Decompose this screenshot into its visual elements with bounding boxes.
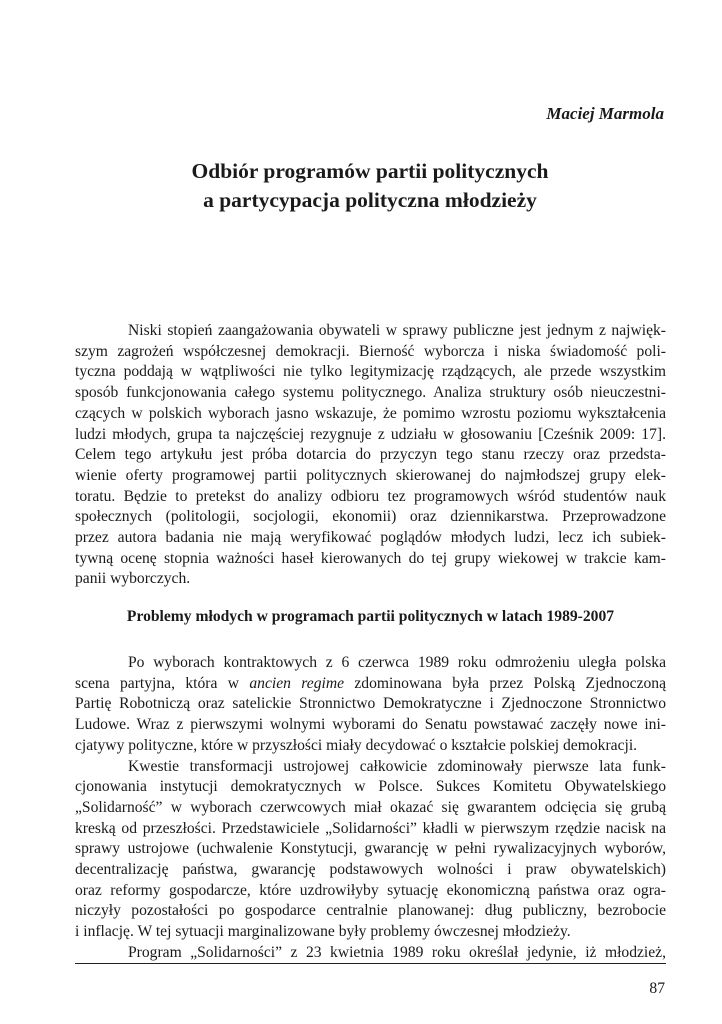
paragraph-line: Po wyborach kontraktowych z 6 czerwca 1989 roku odmrożeniu uległa polska — [128, 654, 666, 671]
section-heading: Problemy młodych w programach partii politycznych w latach 1989-2007 — [126, 608, 615, 625]
paragraph-line: „Solidarność” w wyborach czerwcowych miał okazać się gwarantem odcięcia się grubą — [75, 798, 666, 816]
paragraph-line: wienie oferty programowej partii politycznych skierowanej do najmłodszej grupy elek- — [75, 466, 666, 484]
paragraph-line: tyczna poddają w wątpliwości nie tylko legitymizację rządzących, ale przede wszystkim — [75, 363, 666, 381]
paragraph-line: społecznych (politologii, socjologii, ekonomii) oraz dziennikarstwa. Przeprowadzone — [75, 508, 666, 526]
paragraph-line: czących w polskich wyborach jasno wskazuje, że pomimo wzrostu poziomu wykształcenia — [75, 404, 666, 422]
paragraph-line: cjatywy polityczne, które w przyszłości miały decydować o kształcie polskiej demokracji. — [75, 736, 638, 754]
page-number: 87 — [649, 980, 665, 997]
article-title-line-2: a partycypacja polityczna młodzieży — [203, 188, 537, 212]
paragraph-line: Kwestie transformacji ustrojowej całkowicie zdominowały pierwsze lata funk- — [128, 757, 666, 775]
intro-paragraph — [75, 321, 666, 590]
paragraph-line: panii wyborczych. — [75, 570, 191, 588]
paragraph-line: toratu. Będzie to pretekst do analizy odbioru tez programowych wśród studentów nauk — [75, 487, 666, 505]
paragraph-line: tywną ocenę stopnia ważności haseł kierowanych do tej grupy wiekowej w trakcie kam- — [75, 549, 666, 567]
paragraph-line: oraz reformy gospodarcze, które uzdrowiłyby sytuację ekonomiczną państwa oraz ogra- — [75, 881, 666, 899]
body-paragraphs — [75, 653, 666, 964]
line-text: scena partyjna, która w — [75, 674, 250, 692]
paragraph-line — [75, 674, 666, 695]
paragraph-line: Program „Solidarności” z 23 kwietnia 1989 roku określał jedynie, iż młodzież, — [128, 943, 666, 961]
paragraph-line: i inflację. W tej sytuacji marginalizowane były problemy ówczesnej młodzieży. — [75, 923, 571, 941]
footer-rule — [75, 963, 666, 964]
paragraph-line: Niski stopień zaangażowania obywateli w sprawy publiczne jest jednym z najwięk- — [128, 322, 666, 339]
paragraph-line: niczyły pozostałości po gospodarce centralnie planowanej: dług publiczny, bezrobocie — [75, 902, 666, 920]
paragraph-line: decentralizację państwa, gwarancję podstawowych wolności i praw obywatelskich) — [75, 861, 666, 879]
paragraph-line: Celem tego artykułu jest próba dotarcia do przyczyn tego stanu rzeczy oraz przedsta- — [75, 446, 666, 464]
paragraph-line: ludzi młodych, grupa ta najczęściej rezygnuje z udziału w głosowaniu [Cześnik 2009: 17]. — [75, 425, 666, 443]
paragraph-line: Ludowe. Wraz z pierwszymi wolnymi wyborami do Senatu powstawać zaczęły nowe ini- — [75, 716, 666, 734]
line-text: zdominowana była przez Polską Zjednoczoną — [344, 674, 667, 692]
author-name: Maciej Marmola — [546, 104, 664, 123]
italic-term: ancien regime — [249, 674, 345, 692]
paragraph-line: szym zagrożeń współczesnej demokracji. Bierność wyborcza i niska świadomość poli- — [75, 342, 666, 360]
paragraph-line: cjonowania instytucji demokratycznych w Polsce. Sukces Komitetu Obywatelskiego — [75, 778, 666, 796]
paragraph-line: kreską od przeszłości. Przedstawiciele „Solidarności” kładli w pierwszym rzędzie nacisk na — [75, 819, 666, 837]
paragraph-line: Partię Robotniczą oraz satelickie Stronnictwo Demokratyczne i Zjednoczone Stronnictwo — [75, 695, 666, 713]
article-title — [75, 157, 665, 215]
article-title-line-1: Odbiór programów partii politycznych — [191, 159, 549, 183]
paragraph-line: sprawy ustrojowe (uchwalenie Konstytucji, gwarancję w pełni rywalizacyjnych wyborów, — [75, 840, 666, 858]
paragraph-line: przez autora badania nie mają weryfikować poglądów młodych ludzi, lecz ich subiek- — [75, 529, 666, 547]
paragraph-line: sposób funkcjonowania całego systemu politycznego. Analiza struktury osób nieuczestni- — [75, 384, 666, 402]
